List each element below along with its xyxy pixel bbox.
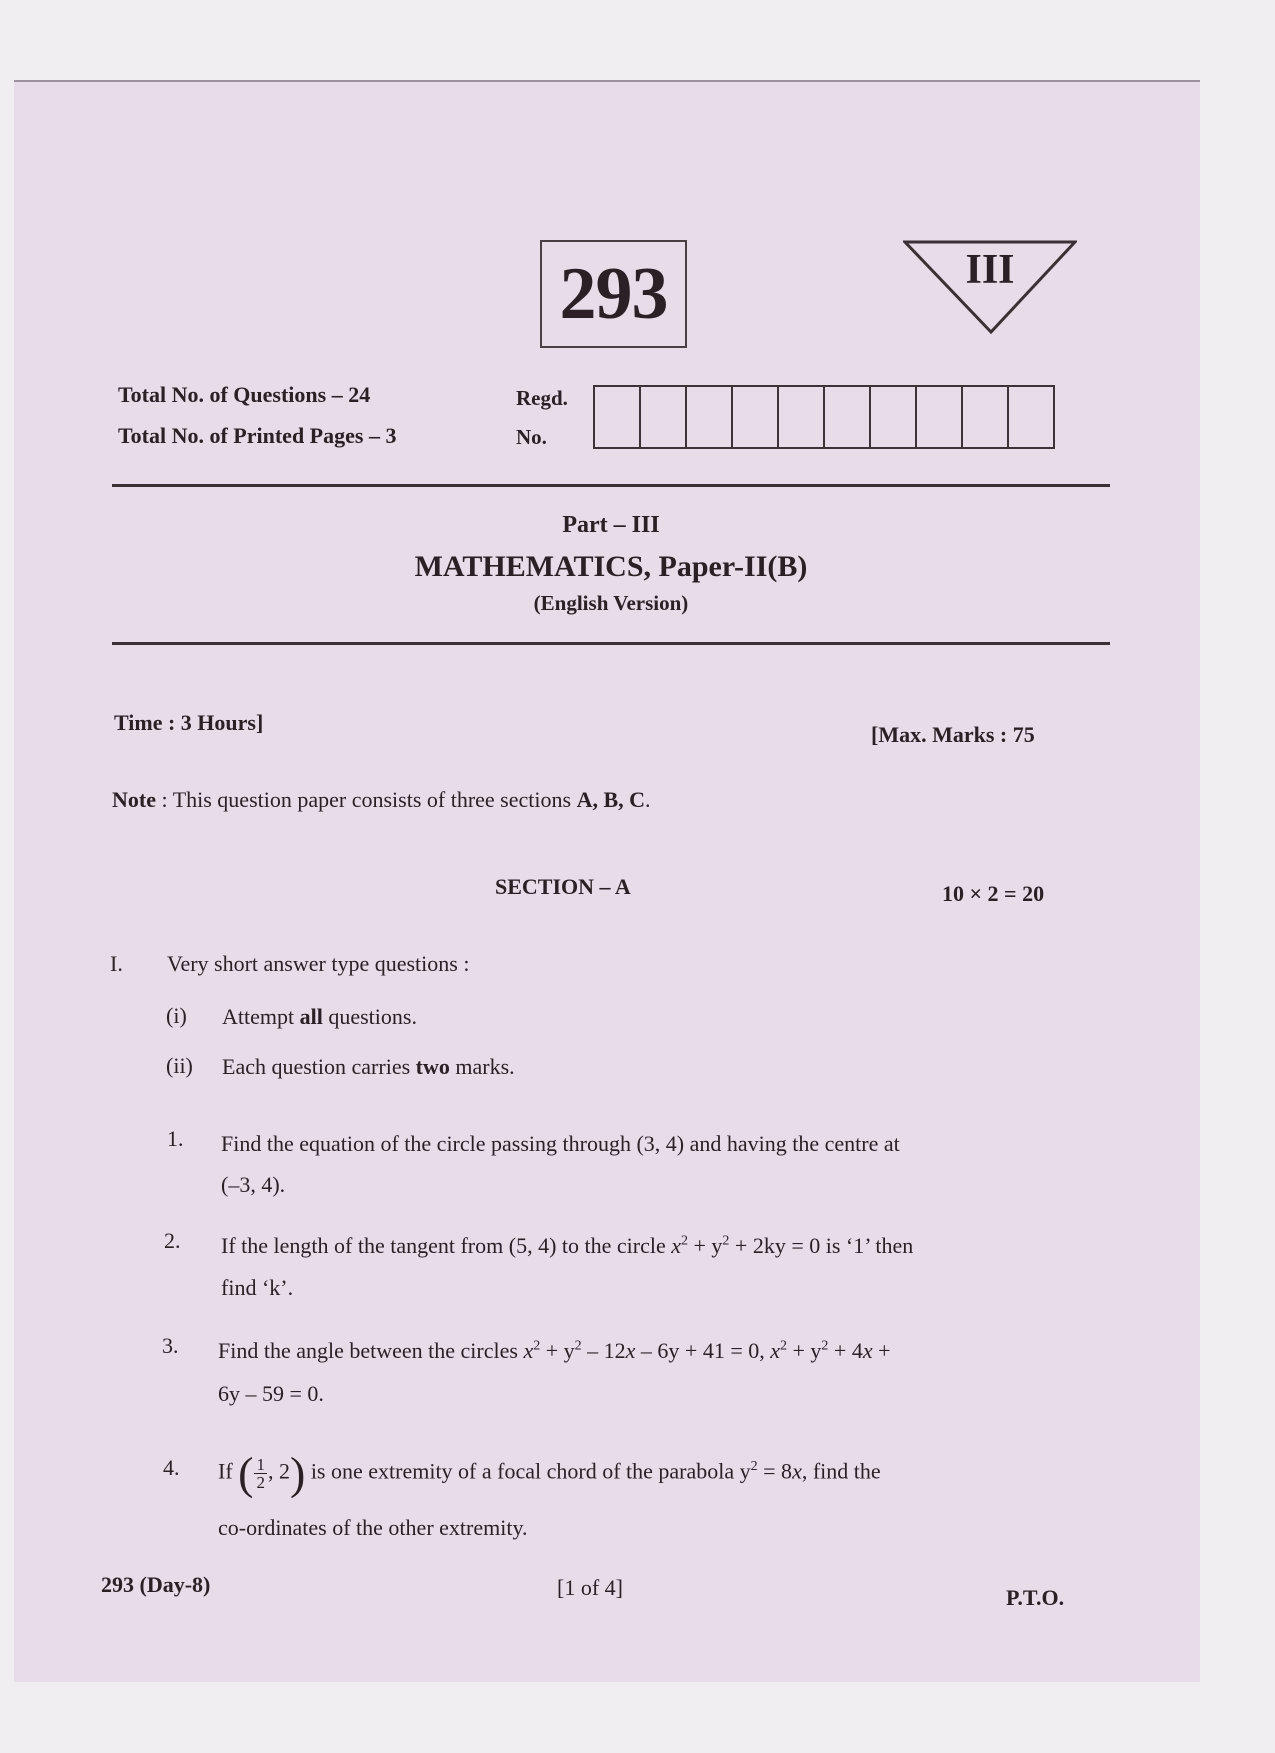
- regd-digit-box: [777, 387, 823, 447]
- q3-exp: 2: [780, 1338, 787, 1354]
- time-label: Time : 3 Hours]: [114, 710, 264, 735]
- rule-number: (i): [166, 1003, 187, 1028]
- q4-text: If: [218, 1458, 239, 1484]
- regd-digit-box: [595, 387, 639, 447]
- question-4-line-1: [218, 1432, 1048, 1508]
- q2-exp: 2: [681, 1233, 688, 1249]
- paper-code-box: [540, 240, 687, 348]
- q3-var: x: [523, 1338, 534, 1363]
- question-number: 4.: [163, 1455, 180, 1480]
- footer-left: 293 (Day-8): [101, 1572, 211, 1597]
- fraction-denominator: 2: [256, 1472, 265, 1492]
- q2-text: + y: [688, 1233, 723, 1258]
- fraction-numerator: 1: [256, 1454, 265, 1474]
- q4-exp: 2: [750, 1459, 758, 1474]
- q3-text: + 4: [828, 1338, 863, 1363]
- section-instruction: Very short answer type questions :: [167, 951, 470, 976]
- fraction: [254, 1456, 267, 1491]
- q3-text: – 12: [581, 1338, 626, 1363]
- max-marks-label: [Max. Marks : 75: [871, 722, 1035, 747]
- rule-text-bold: two: [415, 1054, 450, 1079]
- question-3-line-2: 6y – 59 = 0.: [218, 1381, 324, 1406]
- question-2-line-1: [221, 1233, 1041, 1259]
- close-paren-icon: ): [289, 1447, 306, 1499]
- question-1-line-2: (–3, 4).: [221, 1172, 286, 1197]
- set-code-triangle: [903, 240, 1077, 334]
- rule-number: (ii): [166, 1053, 193, 1078]
- question-number: 3.: [162, 1333, 179, 1358]
- section-a-marks: 10 × 2 = 20: [942, 881, 1045, 906]
- q3-exp: 2: [533, 1338, 541, 1354]
- q3-var: x: [770, 1338, 780, 1363]
- regd-digit-box: [639, 387, 685, 447]
- open-paren-icon: (: [238, 1447, 254, 1499]
- q2-text: + 2ky = 0 is ‘1’ then: [729, 1233, 914, 1258]
- regd-digit-box: [915, 387, 961, 447]
- rule-text: [222, 1004, 417, 1030]
- q4-text: is one extremity of a focal chord of the parabola y: [305, 1458, 751, 1484]
- note-label: Note: [112, 787, 156, 812]
- total-pages: Total No. of Printed Pages – 3: [118, 423, 397, 448]
- rule-text-part: marks.: [449, 1054, 515, 1079]
- regd-digit-box: [731, 387, 777, 447]
- q3-text: Find the angle between the circles: [218, 1338, 524, 1363]
- q4-text: , 2: [267, 1458, 290, 1484]
- total-questions: Total No. of Questions – 24: [118, 382, 371, 407]
- top-divider: [112, 484, 1110, 487]
- regd-label: Regd.: [516, 386, 568, 410]
- question-2-line-2: find ‘k’.: [221, 1275, 294, 1300]
- q3-text: + y: [540, 1338, 575, 1363]
- note-sections: A, B, C: [576, 787, 646, 812]
- rule-text-part: questions.: [322, 1004, 417, 1029]
- q3-text: + y: [787, 1338, 822, 1363]
- paper-code: 293: [559, 252, 668, 335]
- question-3-line-1: [218, 1338, 1048, 1364]
- question-number: 1.: [167, 1126, 184, 1151]
- q3-exp: 2: [574, 1338, 582, 1354]
- rule-text-part: Each question carries: [222, 1054, 416, 1079]
- rule-text-part: Attempt: [222, 1004, 300, 1029]
- note-text: : This question paper consists of three sections: [155, 787, 577, 812]
- footer-pto: P.T.O.: [1006, 1585, 1065, 1610]
- q4-text: , find the: [801, 1458, 881, 1484]
- q3-text: +: [872, 1338, 891, 1363]
- q3-var: x: [862, 1338, 873, 1363]
- question-1-line-1: Find the equation of the circle passing through (3, 4) and having the centre at: [221, 1131, 900, 1156]
- subject-title: MATHEMATICS, Paper-II(B): [414, 550, 808, 583]
- note-end: .: [645, 787, 651, 812]
- regd-digit-box: [961, 387, 1007, 447]
- regd-digit-box: [869, 387, 915, 447]
- q2-text: If the length of the tangent from (5, 4) to the circle: [221, 1233, 672, 1258]
- q2-exp: 2: [722, 1233, 730, 1249]
- note: [112, 787, 651, 813]
- version-title: (English Version): [533, 591, 689, 615]
- question-number: 2.: [164, 1228, 181, 1253]
- rule-text-bold: all: [299, 1004, 323, 1029]
- question-4-line-2: co-ordinates of the other extremity.: [218, 1515, 528, 1540]
- q3-exp: 2: [821, 1338, 829, 1354]
- part-title: Part – III: [562, 512, 660, 538]
- q4-var: x: [792, 1458, 802, 1484]
- regd-digit-box: [1007, 387, 1053, 447]
- q2-var: x: [671, 1233, 681, 1258]
- q3-var: x: [625, 1338, 636, 1363]
- set-code: III: [965, 247, 1015, 293]
- registration-number-boxes: [593, 385, 1055, 449]
- rule-text: [222, 1054, 515, 1080]
- title-divider: [112, 642, 1110, 645]
- regd-no-label: No.: [516, 425, 547, 449]
- q4-text: = 8: [757, 1458, 793, 1484]
- footer-page: [1 of 4]: [557, 1575, 623, 1600]
- q3-text: – 6y + 41 = 0,: [635, 1338, 771, 1363]
- section-a-heading: SECTION – A: [495, 874, 631, 899]
- regd-digit-box: [685, 387, 731, 447]
- roman-numeral: I.: [110, 951, 123, 976]
- regd-digit-box: [823, 387, 869, 447]
